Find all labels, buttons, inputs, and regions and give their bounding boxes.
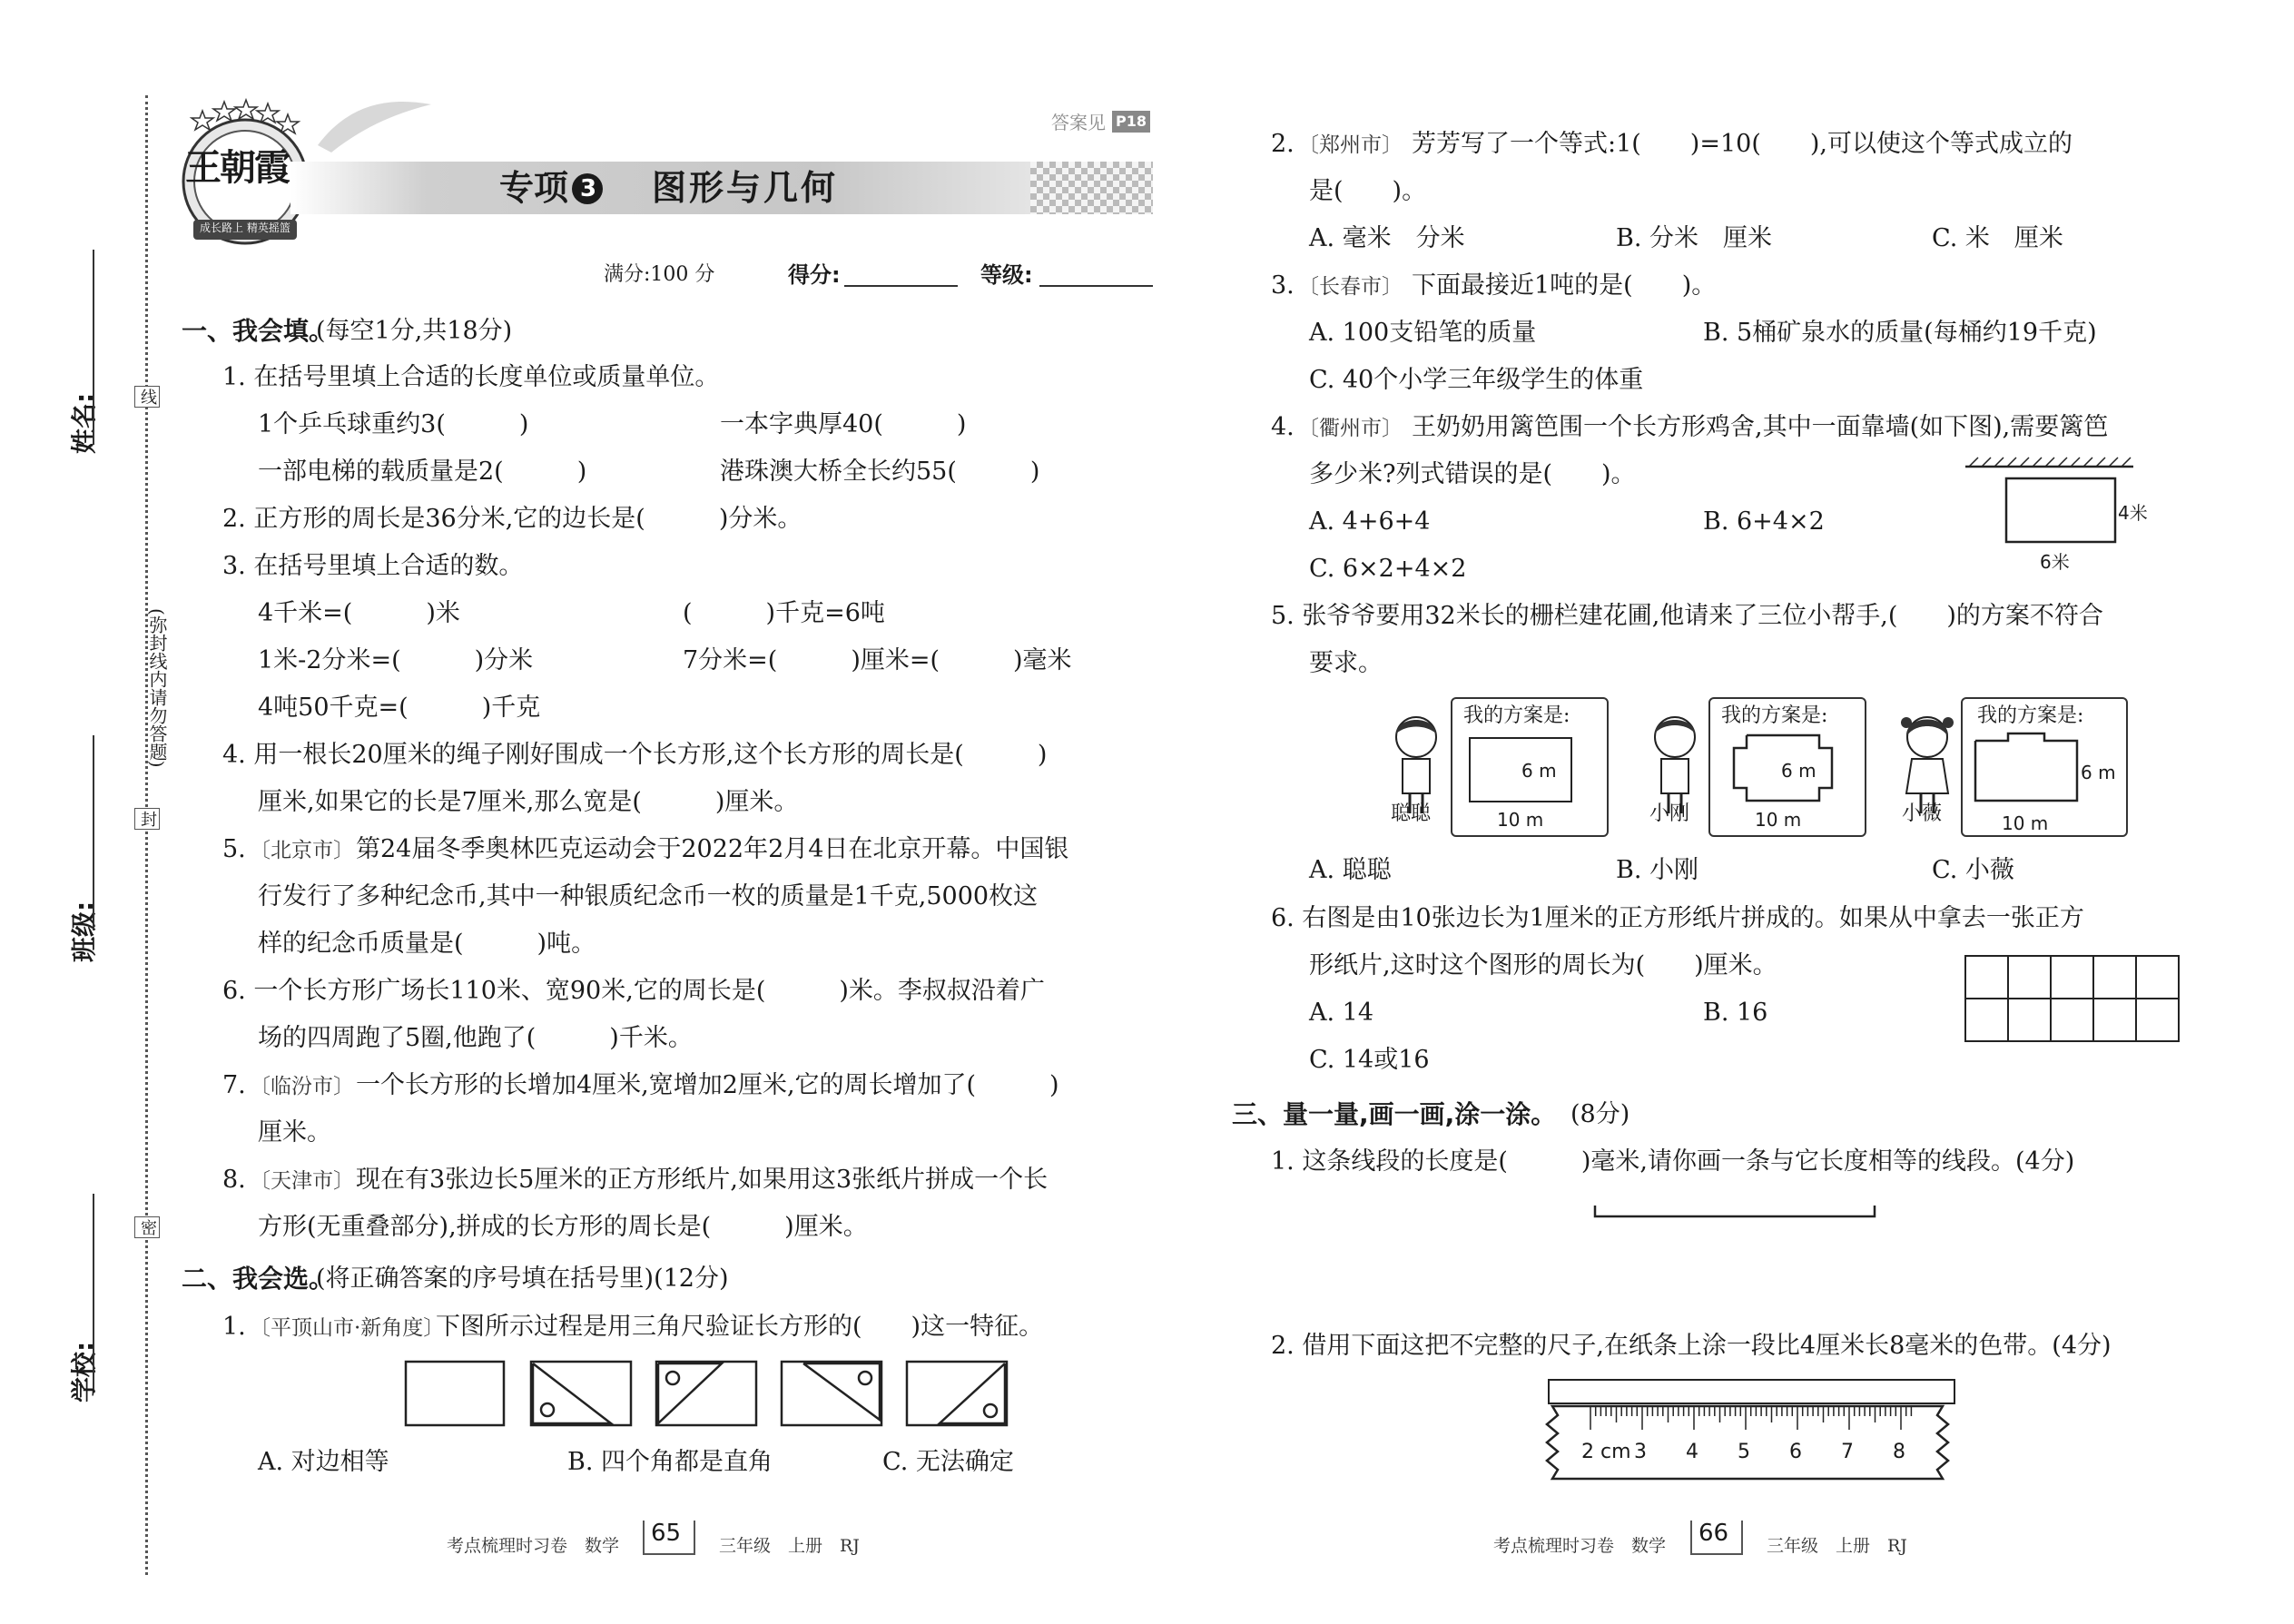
r-q2-option-c: C. 米 厘米: [1932, 224, 2063, 252]
coop-height-label: 4米: [2118, 502, 2148, 524]
r-q5-option-c: C. 小薇: [1932, 856, 2014, 884]
answer-ref: 答案见: [1051, 112, 1106, 133]
ruler-label-2cm: 2 cm: [1581, 1441, 1631, 1463]
ruler-label-6: 6: [1789, 1441, 1802, 1463]
ruler-label-8: 8: [1893, 1441, 1905, 1463]
figure-rect-5: [907, 1362, 1007, 1425]
binding-notice: (弥封线内请勿答题): [146, 608, 168, 768]
q6-line-1: 6. 一个长方形广场长110米、宽90米,它的周长是( )米。李叔叔沿着广: [222, 977, 1045, 1005]
score-blank[interactable]: [844, 285, 958, 287]
q5-line-3: 样的纪念币质量是( )吨。: [258, 930, 596, 958]
r-q6-line-1: 6. 右图是由10张边长为1厘米的正方形纸片拼成的。如果从中拿去一张正方: [1271, 904, 2084, 932]
r-q4-line-1: 王奶奶用篱笆围一个长方形鸡舍,其中一面靠墙(如下图),需要篱笆: [1412, 413, 2109, 441]
section-3-note: (8分): [1570, 1100, 1630, 1128]
q4-line-2: 厘米,如果它的长是7厘米,那么宽是( )厘米。: [258, 788, 799, 816]
footer-right-page: 66: [1698, 1520, 1729, 1547]
drawing-area[interactable]: [1271, 1235, 2179, 1316]
section-1-title: 一、我会填。: [182, 316, 335, 346]
measure-q2: 2. 借用下面这把不完整的尺子,在纸条上涂一段比4厘米长8毫米的色带。(4分): [1271, 1332, 2112, 1360]
ruler-label-7: 7: [1841, 1441, 1854, 1463]
q2-stem: 2. 正方形的周长是36分米,它的边长是( )分米。: [222, 505, 802, 533]
r-q2-number: 2.: [1271, 130, 1295, 158]
r-q2-line-2: 是( )。: [1309, 177, 1427, 205]
paper-strip[interactable]: [1548, 1379, 1955, 1404]
plan-3-height: 6 m: [2081, 762, 2116, 783]
q5-number: 5.: [222, 835, 246, 863]
r-q3-option-b: B. 5桶矿泉水的质量(每桶约19千克): [1703, 319, 2097, 347]
q1-b: 一本字典厚40( ): [720, 410, 967, 438]
title-number: 3: [580, 175, 597, 202]
r-q2-option-a: A. 毫米 分米: [1309, 224, 1465, 252]
r-q6-line-2: 形纸片,这时这个图形的周长为( )厘米。: [1309, 951, 1777, 979]
r-q4-option-b: B. 6+4×2: [1703, 507, 1825, 536]
r-q4-option-c: C. 6×2+4×2: [1309, 555, 1467, 583]
school-blank[interactable]: [93, 1194, 94, 1389]
r-q5-option-b: B. 小刚: [1616, 856, 1699, 884]
q7-line-2: 厘米。: [258, 1118, 331, 1147]
binding-mark-seal: 封: [134, 808, 160, 830]
r-q4-line-2: 多少米?列式错误的是( )。: [1309, 460, 1636, 488]
q6-line-2: 场的四周跑了5圈,他跑了( )千米。: [258, 1024, 693, 1052]
binding-line: [145, 95, 148, 1575]
plan-1-shape: [1469, 737, 1572, 802]
name-blank[interactable]: [93, 250, 94, 445]
q9-tag: 〔平顶山市·新角度〕: [250, 1316, 445, 1340]
q3-e: 4吨50千克=( )千克: [258, 694, 541, 722]
r-q3-option-a: A. 100支铅笔的质量: [1309, 319, 1537, 347]
r-q2-tag: 〔郑州市〕: [1298, 133, 1403, 157]
binding-name-label: 姓名:: [69, 392, 99, 454]
ruler-label-5: 5: [1738, 1441, 1750, 1463]
plan-2-height: 6 m: [1781, 760, 1816, 782]
section-2-title: 二、我会选。: [182, 1264, 335, 1294]
r-q2-option-b: B. 分米 厘米: [1616, 224, 1773, 252]
q9-line-1: 下图所示过程是用三角尺验证长方形的( )这一特征。: [436, 1313, 1044, 1341]
q7-number: 7.: [222, 1071, 246, 1099]
q5-line-2: 行发行了多种纪念币,其中一种银质纪念币一枚的质量是1千克,5000枚这: [258, 882, 1039, 910]
q1-stem: 1. 在括号里填上合适的长度单位或质量单位。: [222, 363, 720, 391]
ribbon-decoration: [309, 91, 436, 154]
figure-rect-1: [406, 1362, 504, 1425]
r-q3-option-c: C. 40个小学三年级学生的体重: [1309, 366, 1644, 394]
brand-tagline: 成长路上 精英摇篮: [200, 221, 290, 234]
q9-option-b: B. 四个角都是直角: [567, 1448, 773, 1476]
class-blank[interactable]: [93, 735, 94, 930]
q1-c: 一部电梯的载质量是2( ): [258, 458, 587, 486]
q9-number: 1.: [222, 1313, 246, 1341]
q5-line-1: 第24届冬季奥林匹克运动会于2022年2月4日在北京开幕。中国银: [356, 835, 1069, 863]
square-grid-figure: [1964, 954, 2186, 1045]
full-score: 满分:100 分: [604, 263, 715, 286]
plan-2-width: 10 m: [1755, 809, 1802, 831]
r-q5-line-1: 5. 张爷爷要用32米长的栅栏建花圃,他请来了三位小帮手,( )的方案不符合: [1271, 602, 2103, 630]
r-q4-number: 4.: [1271, 413, 1295, 441]
r-q6-option-c: C. 14或16: [1309, 1046, 1430, 1074]
segment-to-measure: [1593, 1204, 1884, 1222]
q7-tag: 〔临汾市〕: [250, 1075, 354, 1098]
binding-mark-secret: 密: [134, 1216, 160, 1238]
score-label: 得分:: [788, 262, 841, 288]
q3-c: 1米-2分米=( )分米: [258, 646, 534, 674]
section-2-note: (将正确答案的序号填在括号里)(12分): [316, 1265, 729, 1293]
q8-tag: 〔天津市〕: [250, 1169, 354, 1193]
plan-3-width: 10 m: [2002, 812, 2049, 834]
plan-title-1: 我的方案是:: [1463, 704, 1570, 727]
title-main: 图形与几何: [652, 168, 839, 208]
q7-line-1: 一个长方形的长增加4厘米,宽增加2厘米,它的周长增加了( ): [356, 1071, 1059, 1099]
r-q6-option-b: B. 16: [1703, 999, 1768, 1027]
q9-option-c: C. 无法确定: [882, 1448, 1014, 1476]
ruler-label-3: 3: [1634, 1441, 1647, 1463]
answer-page: P18: [1112, 111, 1150, 133]
r-q4-tag: 〔衢州市〕: [1298, 417, 1403, 440]
title-checker: [1030, 162, 1153, 214]
kid-congcong-name: 聪聪: [1391, 802, 1432, 825]
q8-line-1: 现在有3张边长5厘米的正方形纸片,如果用这3张纸片拼成一个长: [356, 1166, 1049, 1194]
section-1-note: (每空1分,共18分): [316, 317, 513, 345]
kid-xiaogang-name: 小刚: [1649, 802, 1690, 825]
grade-label: 等级:: [980, 262, 1033, 288]
measure-q1: 1. 这条线段的长度是( )毫米,请你画一条与它长度相等的线段。(4分): [1271, 1147, 2075, 1176]
q1-a: 1个乒乓球重约3( ): [258, 410, 529, 438]
coop-width-label: 6米: [2040, 551, 2070, 573]
r-q3-line-1: 下面最接近1吨的是( )。: [1412, 271, 1717, 300]
q8-line-2: 方形(无重叠部分),拼成的长方形的周长是( )厘米。: [258, 1213, 868, 1241]
binding-class-label: 班级:: [69, 901, 99, 962]
ruler-label-4: 4: [1686, 1441, 1698, 1463]
q3-a: 4千米=( )米: [258, 599, 460, 627]
r-q5-option-a: A. 聪聪: [1309, 856, 1392, 884]
title-prefix: 专项: [499, 168, 569, 208]
section-3-title: 三、量一量,画一画,涂一涂。: [1232, 1099, 1557, 1129]
q9-option-a: A. 对边相等: [258, 1448, 389, 1476]
q3-d: 7分米=( )厘米=( )毫米: [683, 646, 1072, 674]
binding-mark-line: 线: [134, 386, 160, 408]
grade-blank[interactable]: [1039, 285, 1153, 287]
r-q6-option-a: A. 14: [1309, 999, 1374, 1027]
binding-school-label: 学校:: [69, 1341, 99, 1403]
brand-name: 王朝霞: [185, 146, 289, 189]
r-q4-option-a: A. 4+6+4: [1309, 507, 1431, 536]
kid-xiaowei-name: 小薇: [1902, 802, 1943, 825]
q4-line-1: 4. 用一根长20厘米的绳子刚好围成一个长方形,这个长方形的周长是( ): [222, 741, 1048, 769]
footer-left-book: 考点梳理时习卷 数学: [447, 1536, 620, 1556]
plan-3-shape: [1972, 732, 2090, 804]
q1-d: 港珠澳大桥全长约55( ): [720, 458, 1040, 486]
q5-tag: 〔北京市〕: [250, 839, 354, 862]
footer-left-grade: 三年级 上册 RJ: [719, 1536, 860, 1556]
plan-title-3: 我的方案是:: [1977, 704, 2084, 727]
q3-stem: 3. 在括号里填上合适的数。: [222, 552, 524, 580]
q8-number: 8.: [222, 1166, 246, 1194]
footer-left-page: 65: [651, 1520, 682, 1547]
plan-title-2: 我的方案是:: [1721, 704, 1828, 727]
r-q5-line-2: 要求。: [1309, 649, 1383, 677]
set-square-figures: [404, 1360, 1058, 1432]
r-q2-line-1: 芳芳写了一个等式:1( )=10( ),可以使这个等式成立的: [1412, 130, 2072, 158]
plan-1-width: 10 m: [1497, 809, 1544, 831]
footer-right-book: 考点梳理时习卷 数学: [1493, 1536, 1667, 1556]
footer-right-grade: 三年级 上册 RJ: [1767, 1536, 1907, 1556]
r-q3-tag: 〔长春市〕: [1298, 275, 1403, 299]
r-q3-number: 3.: [1271, 271, 1295, 300]
q3-b: ( )千克=6吨: [683, 599, 885, 627]
plan-1-height: 6 m: [1521, 760, 1557, 782]
